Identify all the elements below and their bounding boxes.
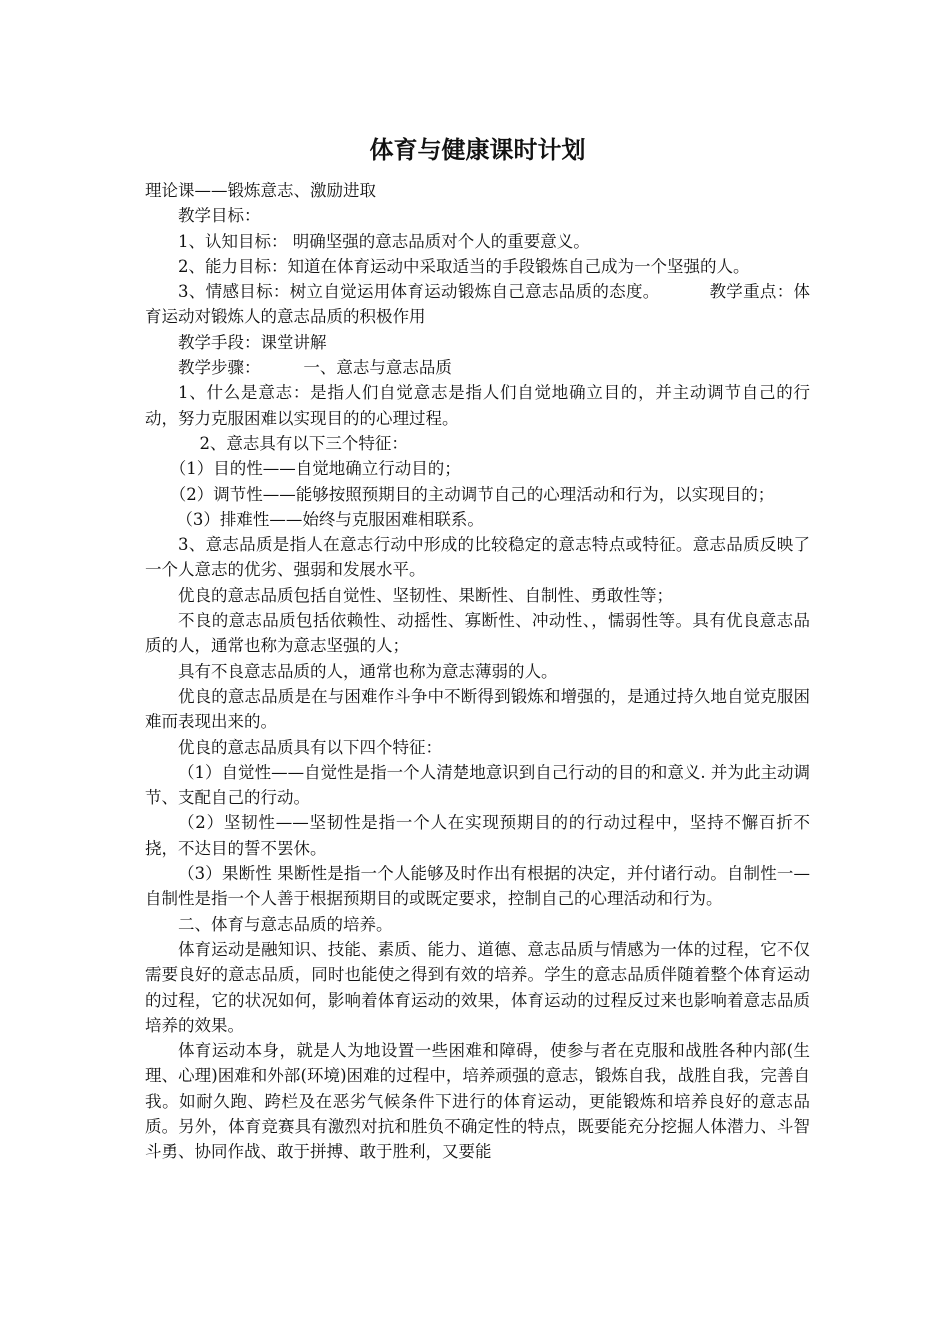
paragraph-good-quality: 优良的意志品质包括自觉性、坚韧性、果断性、自制性、勇敢性等； [178, 585, 673, 605]
paragraph-will-quality: 3、意志品质是指人在意志行动中形成的比较稳定的意志特点或特征。意志品质反映了一个人意志的优劣、强弱和发展水平。 [145, 535, 810, 580]
goal-ability: 2、能力目标：知道在体育运动中采取适当的手段锻炼自己成为一个坚强的人。 [178, 256, 750, 276]
teaching-steps [145, 355, 810, 380]
goal-emotion: 3、情感目标：树立自觉运用体育运动锻炼自己意志品质的态度。 [178, 282, 660, 302]
paragraph-sports-itself: 体育运动本身，就是人为地设置一些困难和障碍，使参与者在克服和战胜各种内部(生理、心理)困难和外部(环境)困难的过程中，培养顽强的意志，锻炼自我，战胜自我，完善自我。如耐久跑、跨栏及在恶劣气候条件下进行的体育运动，更能锻炼和培养良好的意志品质。另外，体育竞赛具有激烈对抗和胜负不确定性的特点，既要能充分挖掘人体潜力、斗智斗勇、协同作战、敢于拼搏、敢于胜利，又要能 [145, 1041, 810, 1162]
paragraph-formed: 优良的意志品质是在与困难作斗争中不断得到锻炼和增强的，是通过持久地自觉克服困难而表现出来的。 [145, 686, 810, 732]
paragraph-four-features: 优良的意志品质具有以下四个特征： [178, 737, 442, 757]
paragraph-bad-quality: 不良的意志品质包括依赖性、动摇性、寡断性、冲动性、，懦弱性等。具有优良意志品质的人，通常也称为意志坚强的人； [145, 611, 810, 656]
paragraph-what-is-will: 1、什么是意志：是指人们自觉意志是指人们自觉地确立目的，并主动调节自己的行动，努力克服困难以实现目的的心理过程。 [145, 383, 810, 428]
document-title: 体育与健康课时计划 [369, 135, 586, 164]
paragraph-weak-will: 具有不良意志品质的人，通常也称为意志薄弱的人。 [178, 661, 558, 681]
paragraph-decisiveness: （3）果断性 果断性是指一个人能够及时作出有根据的决定，并付诸行动。自制性一—自制性是指一个人善于根据预期目的或既定要求，控制自己的心理活动和行为。 [145, 864, 810, 909]
steps-label: 教学步骤： [178, 358, 261, 378]
lesson-subtitle: 理论课——锻炼意志、激励进取 [145, 181, 376, 200]
teaching-method: 教学手段：课堂讲解 [178, 332, 327, 352]
section1-title: 一、意志与意志品质 [303, 358, 452, 378]
paragraph-feature-purpose: （1）目的性——自觉地确立行动目的； [169, 459, 461, 479]
paragraph-sports-process: 体育运动是融知识、技能、素质、能力、道德、意志品质与情感为一体的过程，它不仅需要良好的意志品质，同时也能使之得到有效的培养。学生的意志品质伴随着整个体育运动的过程，它的状况如何，影响着体育运动的效果，体育运动的过程反过来也影响着意志品质培养的效果。 [145, 939, 810, 1035]
document-page [145, 132, 810, 1165]
teaching-focus: 教学重点：体育运动对锻炼人的意志品质的积极作用 [145, 282, 811, 327]
paragraph-feature-difficulty: （3）排难性——始终与克服困难相联系。 [176, 509, 484, 529]
goals-heading: 教学目标： [178, 206, 261, 226]
paragraph-tenacity: （2）坚韧性——坚韧性是指一个人在实现预期目的的行动过程中，坚持不懈百折不挠，不达目的誓不罢休。 [145, 813, 810, 858]
section2-title: 二、体育与意志品质的培养。 [178, 914, 393, 934]
goal-emotion-and-focus [145, 279, 810, 330]
paragraph-three-features: 2、意志具有以下三个特征： [199, 433, 408, 453]
goal-cognitive: 1、认知目标： 明确坚强的意志品质对个人的重要意义。 [178, 231, 590, 251]
paragraph-feature-regulation: （2）调节性——能够按照预期目的主动调节自己的心理活动和行为，以实现目的； [169, 484, 775, 504]
paragraph-consciousness: （1）自觉性——自觉性是指一个人清楚地意识到自己行动的目的和意义. 并为此主动调节、支配自己的行动。 [145, 762, 810, 808]
